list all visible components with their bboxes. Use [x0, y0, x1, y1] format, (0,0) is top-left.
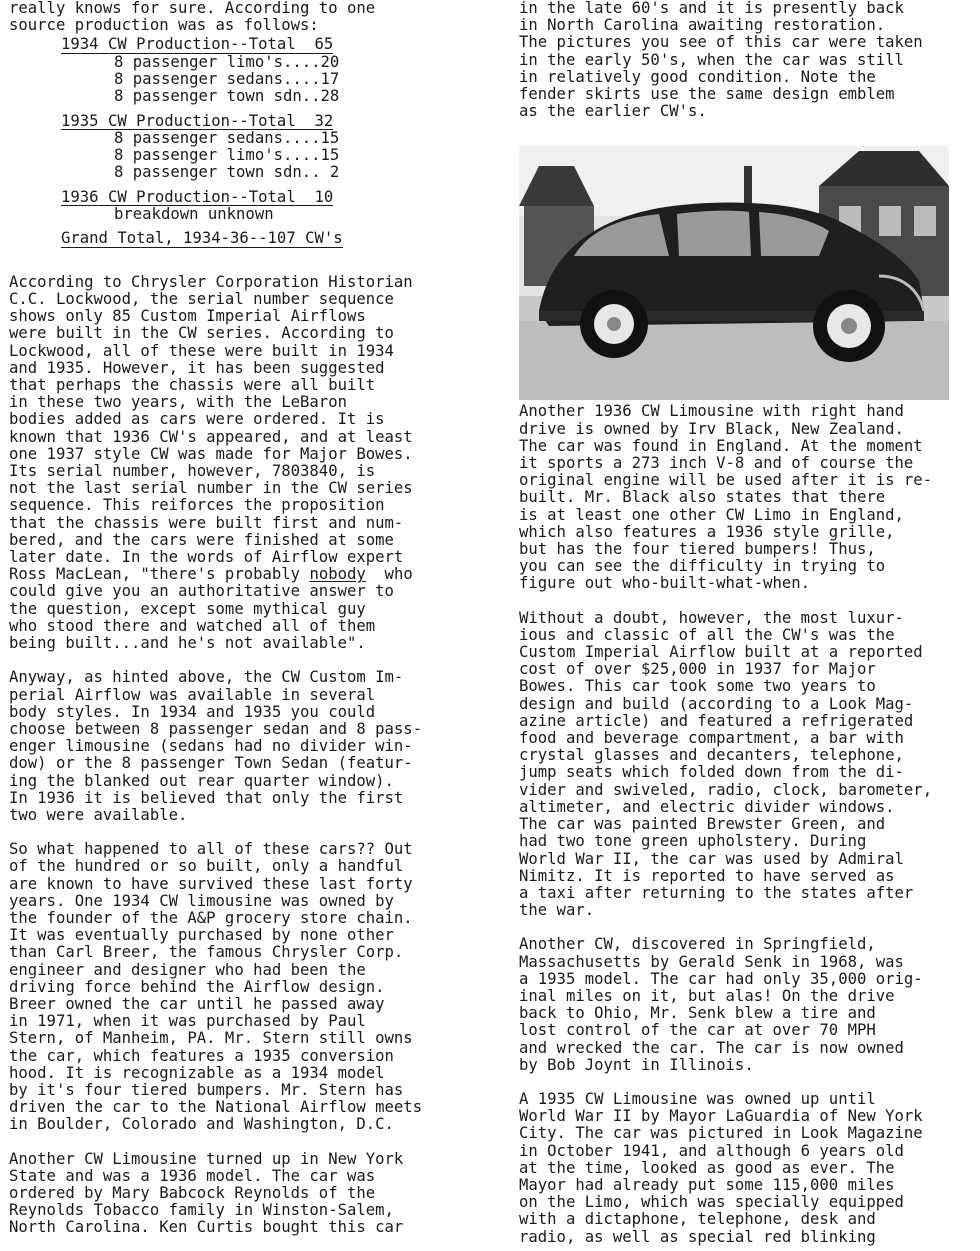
left-column	[9, 0, 471, 1237]
quote-text: Ross MacLean, "there's probably	[9, 565, 310, 584]
text-line: Breer owned the car until he passed away	[9, 994, 385, 1013]
text-line: engineer and designer who had been the	[9, 960, 366, 979]
table-line: breakdown unknown	[114, 205, 274, 224]
text-line: in the late 60's and it is presently back	[519, 0, 904, 17]
production-table-1936	[9, 187, 471, 224]
text-line: in October 1941, and although 6 years old	[519, 1141, 904, 1160]
text-line: World War II, the car was used by Admiral	[519, 849, 904, 868]
underlined-word: nobody	[309, 565, 366, 584]
text-line: Nimitz. It is reported to have served as	[519, 866, 895, 885]
text-line: back to Ohio, Mr. Senk blew a tire and	[519, 1004, 876, 1023]
text-line: that perhaps the chassis were all built	[9, 376, 376, 395]
text-line: So what happened to all of these cars?? Out	[9, 840, 413, 859]
text-line: one 1937 style CW was made for Major Bowes.	[9, 444, 413, 463]
paragraph-body-styles	[9, 669, 471, 824]
text-line: Bowes. This car took some two years to	[519, 677, 876, 696]
text-line: by it's four tiered bumpers. Mr. Stern has	[9, 1080, 404, 1099]
production-table-1934	[9, 34, 471, 105]
text-line: years. One 1934 CW limousine was owned by	[9, 891, 394, 910]
text-line: in Boulder, Colorado and Washington, D.C.	[9, 1115, 394, 1134]
text-line: built. Mr. Black also states that there	[519, 488, 886, 507]
text-line: and 1935. However, it has been suggested	[9, 358, 385, 377]
table-line: 8 passenger sedans....17	[114, 70, 340, 89]
text-line: are known to have survived these last forty	[9, 874, 413, 893]
text-line: as the earlier CW's.	[519, 102, 707, 121]
paragraph-restoration	[519, 0, 974, 120]
paragraph-new-zealand	[519, 403, 974, 592]
text-line: later date. In the words of Airflow expert	[9, 548, 404, 567]
text-line: ing the blanked out rear quarter window).	[9, 771, 394, 790]
table-line: 8 passenger sedans....15	[114, 129, 340, 148]
text-line: ious and classic of all the CW's was the	[519, 625, 895, 644]
text-line: food and beverage compartment, a bar with	[519, 729, 904, 748]
text-line: which also features a 1936 style grille,	[519, 522, 895, 541]
text-line: but has the four tiered bumpers! Thus,	[519, 540, 876, 559]
airflow-limousine-photo	[519, 146, 949, 400]
text-line: State and was a 1936 model. The car was	[9, 1166, 376, 1185]
table-line: 8 passenger town sdn..28	[114, 87, 340, 106]
text-line: could give you an authoritative answer to	[9, 582, 394, 601]
text-line: crystal glasses and decanters, telephone,	[519, 746, 904, 765]
text-line: figure out who-built-what-when.	[519, 574, 811, 593]
text-line: It was eventually purchased by none other	[9, 926, 394, 945]
text-line: In 1936 it is believed that only the first	[9, 788, 404, 807]
text-line: Custom Imperial Airflow built at a reported	[519, 643, 923, 662]
text-line: Mayor had already put some 115,000 miles	[519, 1175, 895, 1194]
text-line: cost of over $25,000 in 1937 for Major	[519, 660, 876, 679]
car-photo-icon	[519, 146, 949, 400]
text-line: Stern, of Manheim, PA. Mr. Stern still owns	[9, 1029, 413, 1048]
text-line: were built in the CW series. According to	[9, 324, 394, 343]
text-line: fender skirts use the same design emblem	[519, 85, 895, 104]
paragraph-springfield	[519, 936, 974, 1074]
text-line: The car was painted Brewster Green, and	[519, 815, 886, 834]
text-line: Anyway, as hinted above, the CW Custom Im-	[9, 668, 404, 687]
text-line: source production was as follows:	[9, 16, 319, 35]
text-line: sequence. This reiforces the proposition	[9, 496, 385, 515]
text-line: drive is owned by Irv Black, New Zealand.	[519, 419, 904, 438]
text-line: According to Chrysler Corporation Historian	[9, 272, 413, 291]
text-line: shows only 85 Custom Imperial Airflows	[9, 307, 366, 326]
quote-line	[9, 566, 471, 583]
text-line: enger limousine (sedans had no divider win-	[9, 737, 413, 756]
text-line: Without a doubt, however, the most luxur-	[519, 608, 904, 627]
text-line: altimeter, and electric divider windows.	[519, 797, 895, 816]
text-line: on the Limo, which was specially equipped	[519, 1193, 904, 1212]
text-line: dow) or the 8 passenger Town Sedan (featur-	[9, 754, 413, 773]
table-line: 8 passenger limo's....20	[114, 52, 340, 71]
text-line: than Carl Breer, the famous Chrysler Corp.	[9, 943, 404, 962]
text-line: a taxi after returning to the states after	[519, 883, 914, 902]
text-line: not the last serial number in the CW series	[9, 479, 413, 498]
text-line: Massachusetts by Gerald Senk in 1968, was	[519, 952, 904, 971]
text-line: hood. It is recognizable as a 1934 model	[9, 1063, 385, 1082]
text-line: original engine will be used after it is re-	[519, 471, 933, 490]
text-line: the founder of the A&P grocery store chain.	[9, 908, 413, 927]
text-line: ordered by Mary Babcock Reynolds of the	[9, 1183, 376, 1202]
text-line: bodies added as cars were ordered. It is	[9, 410, 385, 429]
text-line: C.C. Lockwood, the serial number sequence	[9, 290, 394, 309]
text-line: in the early 50's, when the car was still	[519, 50, 904, 69]
text-line: you can see the difficulty in trying to	[519, 557, 886, 576]
text-line: Another CW Limousine turned up in New York	[9, 1149, 404, 1168]
paragraph-major-bowes	[519, 610, 974, 920]
text-line: is at least one other CW Limo in England,	[519, 505, 904, 524]
text-line: in North Carolina awaiting restoration.	[519, 16, 886, 35]
text-line: The car was found in England. At the moment	[519, 436, 923, 455]
text-line: the question, except some mythical guy	[9, 599, 366, 618]
text-line: known that 1936 CW's appeared, and at least	[9, 427, 413, 446]
text-line: two were available.	[9, 805, 188, 824]
text-line: radio, as well as special red blinking	[519, 1227, 876, 1246]
text-line: Its serial number, however, 7803840, is	[9, 462, 376, 481]
text-line: it sports a 273 inch V-8 and of course the	[519, 454, 914, 473]
text-line: Reynolds Tobacco family in Winston-Salem,	[9, 1201, 394, 1220]
text-line: design and build (according to a Look Mag-	[519, 694, 914, 713]
text-line: azine article) and featured a refrigerated	[519, 711, 914, 730]
text-line: in relatively good condition. Note the	[519, 67, 876, 86]
table-line: 8 passenger town sdn.. 2	[114, 163, 340, 182]
table-line: 8 passenger limo's....15	[114, 146, 340, 165]
paragraph-laguardia	[519, 1091, 974, 1246]
intro-text	[9, 0, 471, 34]
text-line: really knows for sure. According to one	[9, 0, 376, 17]
text-line: City. The car was pictured in Look Magazine	[519, 1124, 923, 1143]
text-line: choose between 8 passenger sedan and 8 pass-	[9, 719, 423, 738]
paragraph-new-york	[9, 1151, 471, 1237]
text-line: being built...and he's not available".	[9, 634, 366, 653]
production-table-1935	[9, 111, 471, 182]
text-line: the car, which features a 1935 conversion	[9, 1046, 394, 1065]
text-line: that the chassis were built first and num-	[9, 513, 404, 532]
text-line: in 1971, when it was purchased by Paul	[9, 1012, 366, 1031]
text-line: and wrecked the car. The car is now owned	[519, 1038, 904, 1057]
text-line: of the hundred or so built, only a handful	[9, 857, 404, 876]
text-line: driving force behind the Airflow design.	[9, 977, 385, 996]
text-line: Lockwood, all of these were built in 1934	[9, 341, 394, 360]
text-line: with a dictaphone, telephone, desk and	[519, 1210, 876, 1229]
table-title: 1936 CW Production--Total 10	[61, 187, 334, 206]
text-line: A 1935 CW Limousine was owned up until	[519, 1089, 876, 1108]
text-line: in these two years, with the LeBaron	[9, 393, 347, 412]
text-line: by Bob Joynt in Illinois.	[519, 1055, 754, 1074]
text-line: lost control of the car at over 70 MPH	[519, 1021, 876, 1040]
text-line: perial Airflow was available in several	[9, 685, 376, 704]
table-title: 1935 CW Production--Total 32	[61, 111, 334, 130]
paragraph-lockwood	[9, 274, 471, 652]
text-line: Another CW, discovered in Springfield,	[519, 935, 876, 954]
text-line: driven the car to the National Airflow meets	[9, 1098, 423, 1117]
paragraph-survivors	[9, 841, 471, 1133]
text-line: World War II by Mayor LaGuardia of New York	[519, 1107, 923, 1126]
grand-total: Grand Total, 1934-36--107 CW's	[61, 229, 343, 248]
table-title: 1934 CW Production--Total 65	[61, 35, 334, 54]
text-line: The pictures you see of this car were taken	[519, 33, 923, 52]
text-line: Another 1936 CW Limousine with right hand	[519, 402, 904, 421]
text-line: vider and swiveled, radio, clock, barometer,	[519, 780, 933, 799]
text-line: had two tone green upholstery. During	[519, 832, 867, 851]
text-line: jump seats which folded down from the di-	[519, 763, 904, 782]
quote-text: who	[365, 565, 413, 584]
text-line: a 1935 model. The car had only 35,000 orig-	[519, 969, 923, 988]
text-line: body styles. In 1934 and 1935 you could	[9, 702, 376, 721]
text-line: the war.	[519, 901, 595, 920]
text-line: bered, and the cars were finished at some	[9, 530, 394, 549]
text-line: inal miles on it, but alas! On the drive	[519, 986, 895, 1005]
text-line: North Carolina. Ken Curtis bought this car	[9, 1218, 404, 1237]
text-line: who stood there and watched all of them	[9, 616, 376, 635]
text-line: at the time, looked as good as ever. The	[519, 1158, 895, 1177]
